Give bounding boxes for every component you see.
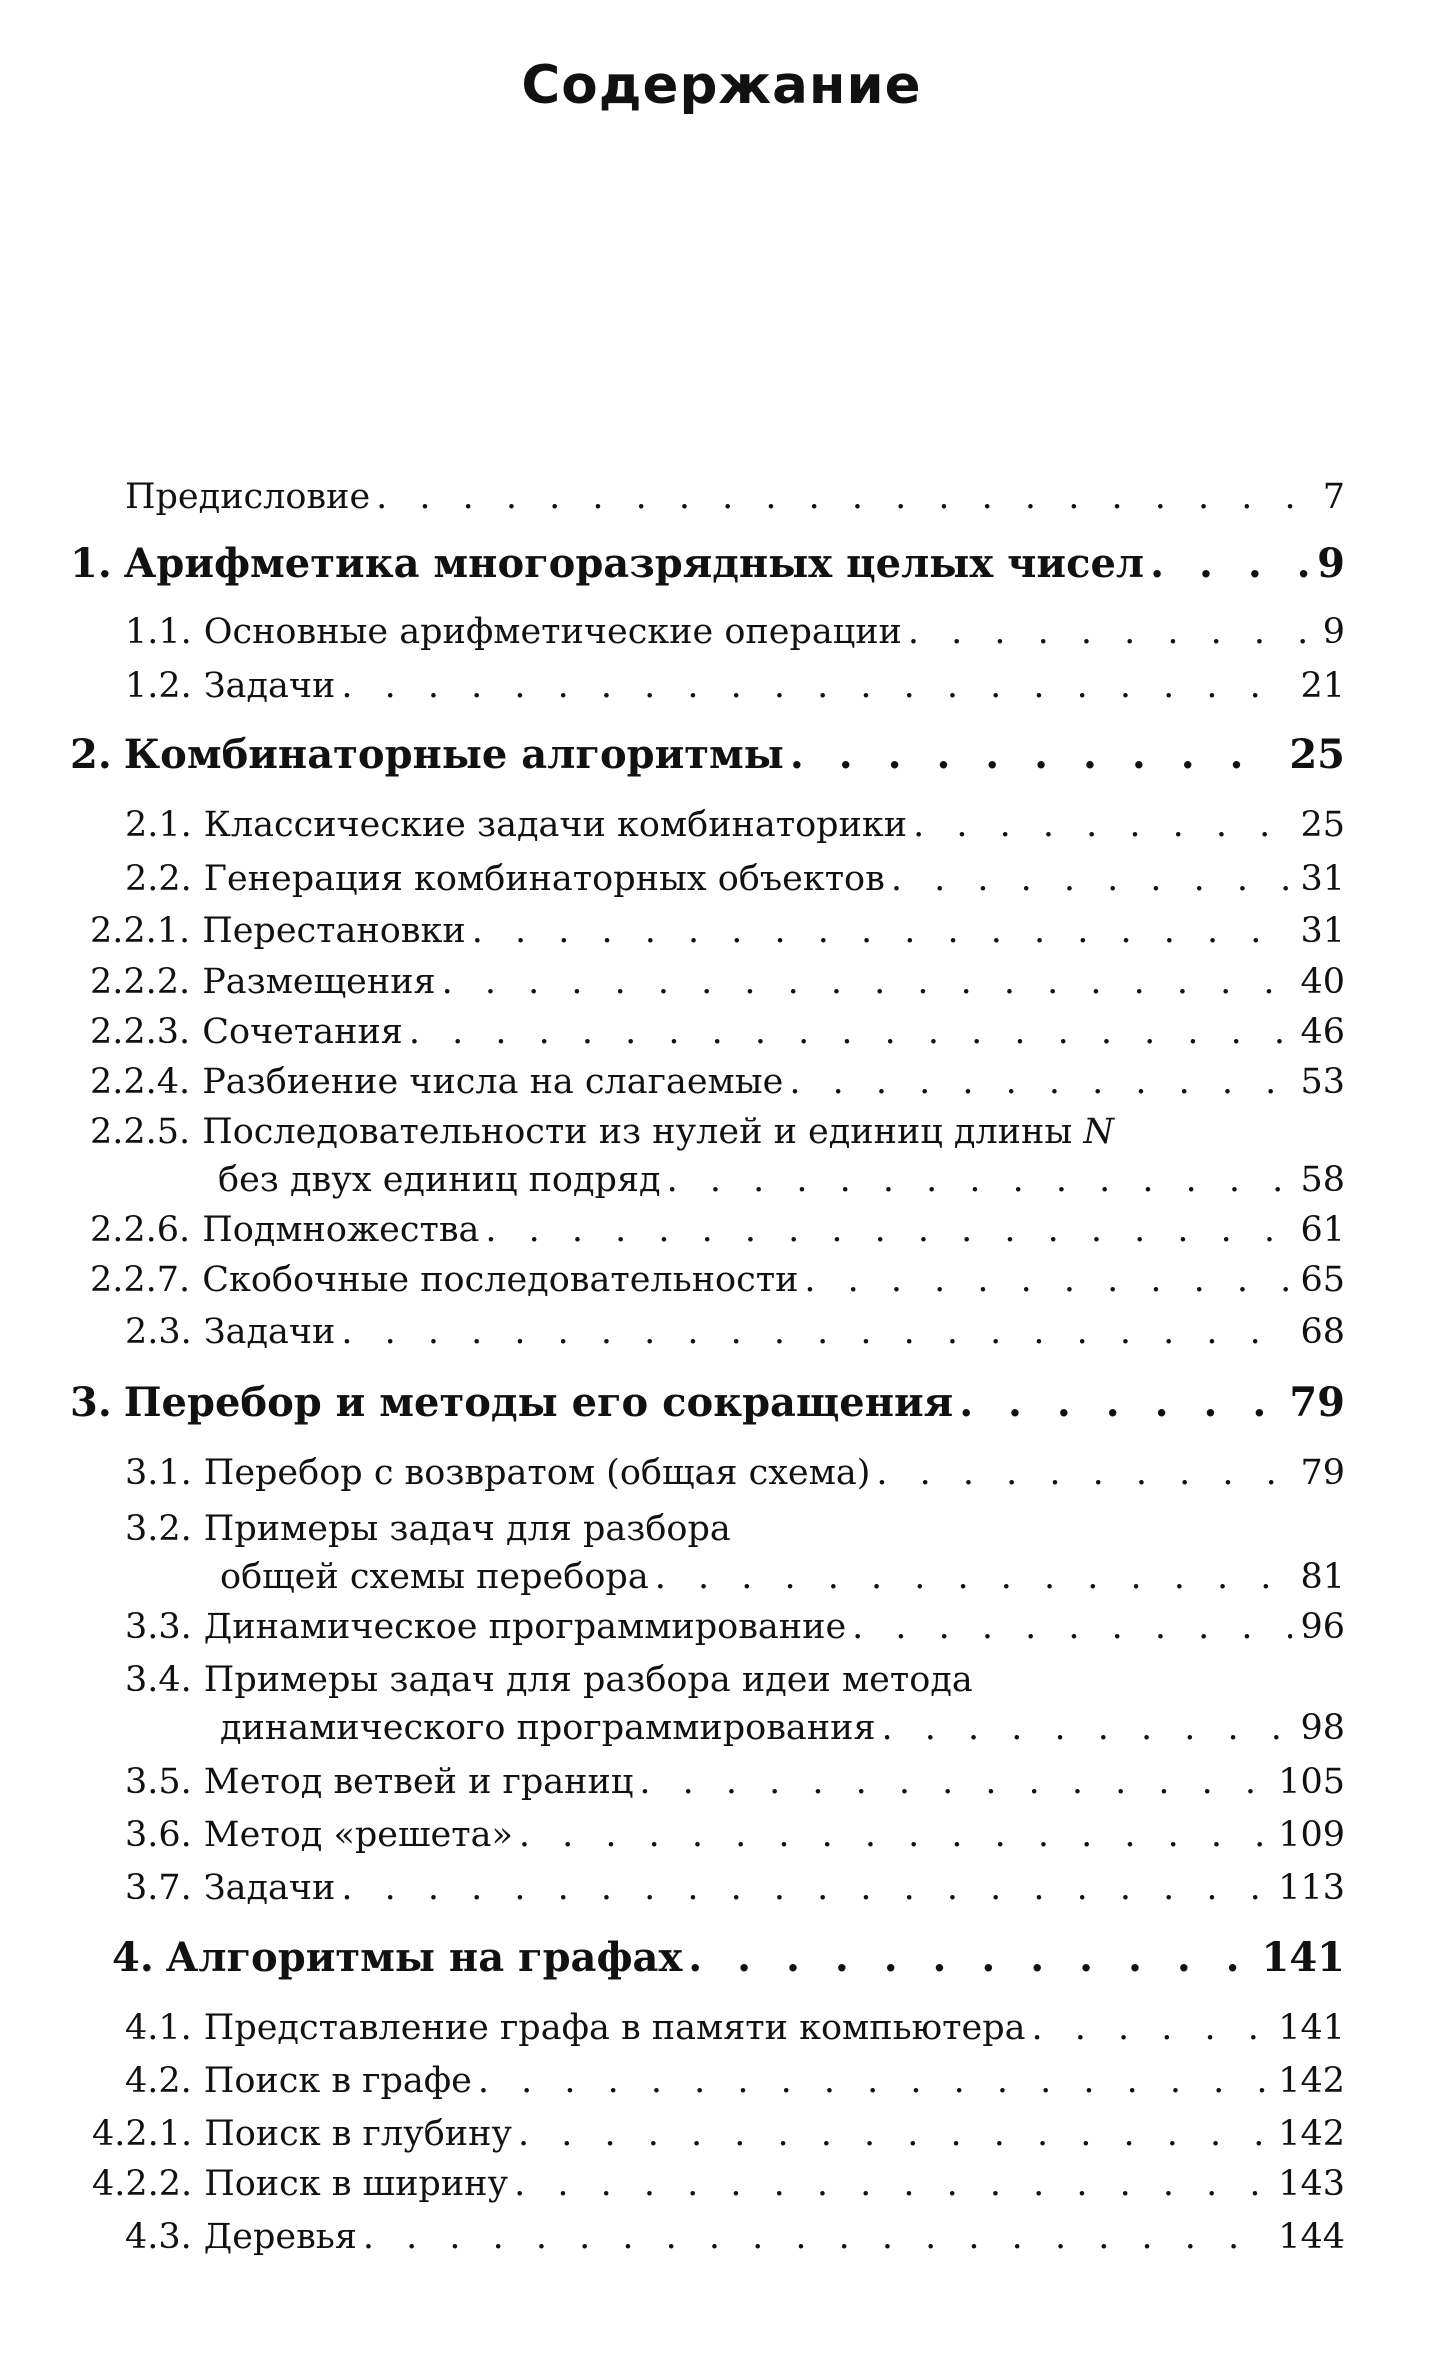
dot-leader: [649, 1553, 1293, 1601]
toc-entry-title: Метод «решета»: [203, 1815, 513, 1855]
dot-leader: [885, 855, 1293, 903]
toc-page-number: 40: [1300, 962, 1345, 1002]
variable-n: N: [1083, 1112, 1114, 1152]
dot-leader: [870, 1449, 1292, 1497]
toc-entry-number: 3.4.: [125, 1660, 192, 1700]
toc-page-number: 109: [1278, 1815, 1345, 1855]
toc-entry-title: Перестановки: [202, 911, 466, 951]
toc-entry-title-line-2: динамического программирования: [220, 1708, 876, 1748]
toc-entry-title: Динамическое программирование: [203, 1607, 847, 1647]
toc-page-number: 9: [1317, 540, 1345, 587]
toc-page-number: 79: [1289, 1379, 1345, 1426]
toc-entry-number: 3.3.: [125, 1607, 192, 1647]
toc-page-number: 31: [1300, 911, 1345, 951]
toc-page-number: 61: [1300, 1210, 1345, 1250]
toc-entry-number: 2.2.3.: [90, 1012, 191, 1052]
toc-entry-number: 4.2.2.: [92, 2164, 193, 2204]
toc-entry-number: 3.5.: [125, 1762, 192, 1802]
dot-leader: [953, 1377, 1281, 1429]
toc-entry-number: 4.2.1.: [92, 2114, 193, 2154]
toc-entry-title-line-1: Примеры задач для разбора идеи метода: [203, 1660, 973, 1700]
toc-entry-number: 2.1.: [125, 805, 192, 845]
dot-leader: [335, 662, 1292, 710]
toc-page-number: 144: [1278, 2217, 1345, 2257]
toc-page-number: 58: [1300, 1160, 1345, 1200]
toc-entry-number: 4.2.: [125, 2061, 192, 2101]
toc-entry-title-line-2: без двух единиц подряд: [218, 1160, 661, 1200]
toc-page-number: 31: [1300, 859, 1345, 899]
dot-leader: [335, 1308, 1292, 1356]
toc-entry-title: Сочетания: [202, 1012, 403, 1052]
dot-leader: [633, 1758, 1270, 1806]
toc-entry-title: Представление графа в памяти компьютера: [203, 2008, 1026, 2048]
dot-leader: [682, 1932, 1253, 1984]
dot-leader: [513, 1811, 1270, 1859]
toc-page-number: 68: [1300, 1312, 1345, 1352]
toc-entry-title: Подмножества: [202, 1210, 480, 1250]
dot-leader: [472, 2057, 1270, 2105]
toc-entry-title: Предисловие: [125, 477, 371, 517]
toc-entry-number: 2.2.6.: [90, 1210, 191, 1250]
toc-entry-title: Поиск в ширину: [204, 2164, 509, 2204]
toc-page-number: 65: [1300, 1260, 1345, 1300]
toc-entry-number: 2.2.4.: [90, 1062, 191, 1102]
toc-page-number: 9: [1322, 612, 1345, 652]
toc-entry-number: 2.2.7.: [90, 1260, 191, 1300]
toc-page-number: 25: [1300, 805, 1345, 845]
toc-entry-number: 2.2.5.: [90, 1112, 191, 1152]
toc-entry-number: 4.1.: [125, 2008, 192, 2048]
toc-entry-title: Перебор и методы его сокращения: [123, 1379, 954, 1426]
toc-page-number: 143: [1278, 2164, 1345, 2204]
toc-entry-title: Генерация комбинаторных объектов: [203, 859, 885, 899]
toc-entry-number: 1.2.: [125, 666, 192, 706]
toc-entry-title: Классические задачи комбинаторики: [203, 805, 908, 845]
toc-entry-number: 1.1.: [125, 612, 192, 652]
toc-page-number: 25: [1289, 731, 1345, 778]
toc-entry-title: Задачи: [203, 666, 336, 706]
dot-leader: [1025, 2004, 1270, 2052]
toc-entry-title: Комбинаторные алгоритмы: [123, 731, 784, 778]
toc-entry-number: 3.1.: [125, 1453, 192, 1493]
dot-leader: [798, 1256, 1292, 1304]
dot-leader: [335, 1864, 1270, 1912]
toc-entry-title-line-1: Последовательности из нулей и единиц длины N: [202, 1112, 1114, 1152]
toc-entry-title: Алгоритмы на графах: [165, 1934, 683, 1981]
toc-entry-title: Задачи: [203, 1868, 336, 1908]
dot-leader: [508, 2160, 1270, 2208]
dot-leader: [436, 958, 1293, 1006]
toc-entry-number: 3.6.: [125, 1815, 192, 1855]
toc-entry-title-line-2: общей схемы перебора: [220, 1557, 649, 1597]
toc-entry-number: 3.2.: [125, 1509, 192, 1549]
toc-page-number: 142: [1278, 2061, 1345, 2101]
dot-leader: [466, 907, 1293, 955]
toc-page-number: 98: [1300, 1708, 1345, 1748]
dot-leader: [479, 1206, 1292, 1254]
toc-entry-title: Задачи: [203, 1312, 336, 1352]
toc-entry-title: Перебор с возвратом (общая схема): [203, 1453, 871, 1493]
toc-entry-number: 4.: [112, 1934, 154, 1981]
toc-page-number: 142: [1278, 2114, 1345, 2154]
toc-entry-title: Размещения: [202, 962, 436, 1002]
toc-entry-title: Поиск в графе: [203, 2061, 472, 2101]
toc-entry-number: 2.2.: [125, 859, 192, 899]
toc-entry-number: 3.7.: [125, 1868, 192, 1908]
dot-leader: [512, 2110, 1270, 2158]
toc-entry-number: 2.2.2.: [90, 962, 191, 1002]
toc-entry-title: Основные арифметические операции: [203, 612, 902, 652]
toc-entry-title: Метод ветвей и границ: [203, 1762, 634, 1802]
toc-page-number: 105: [1278, 1762, 1345, 1802]
dot-leader: [370, 473, 1315, 521]
dot-leader: [783, 1058, 1292, 1106]
toc-page-number: 46: [1300, 1012, 1345, 1052]
toc-entry-title: Скобочные последовательности: [202, 1260, 799, 1300]
dot-leader: [1144, 538, 1309, 590]
toc-entry-title: Разбиение числа на слагаемые: [202, 1062, 784, 1102]
toc-entry-number: 3.: [70, 1379, 112, 1426]
dot-leader: [784, 729, 1281, 781]
toc-page-number: 79: [1300, 1453, 1345, 1493]
toc-entry-number: 4.3.: [125, 2217, 192, 2257]
dot-leader: [846, 1603, 1292, 1651]
toc-entry-title: Деревья: [203, 2217, 357, 2257]
dot-leader: [876, 1704, 1293, 1752]
dot-leader: [902, 608, 1315, 656]
toc-page-number: 141: [1278, 2008, 1345, 2048]
dot-leader: [357, 2213, 1270, 2261]
toc-entry-number: 2.3.: [125, 1312, 192, 1352]
toc-entry-number: 1.: [70, 540, 112, 587]
page-title: Содержание: [521, 55, 922, 116]
toc-entry-title: Арифметика многоразрядных целых чисел: [123, 540, 1145, 587]
toc-entry-number: 2.2.1.: [90, 911, 191, 951]
toc-page-number: 96: [1300, 1607, 1345, 1647]
toc-page-number: 53: [1300, 1062, 1345, 1102]
dot-leader: [403, 1008, 1293, 1056]
toc-page-number: 113: [1278, 1868, 1345, 1908]
toc-entry-number: 2.: [70, 731, 112, 778]
dot-leader: [907, 801, 1292, 849]
dot-leader: [661, 1156, 1293, 1204]
toc-entry-title-line-1: Примеры задач для разбора: [203, 1509, 731, 1549]
toc-page-number: 141: [1261, 1934, 1345, 1981]
toc-entry-title: Поиск в глубину: [204, 2114, 513, 2154]
toc-page-number: 21: [1300, 666, 1345, 706]
toc-page-number: 7: [1322, 477, 1345, 517]
toc-page-number: 81: [1300, 1557, 1345, 1597]
